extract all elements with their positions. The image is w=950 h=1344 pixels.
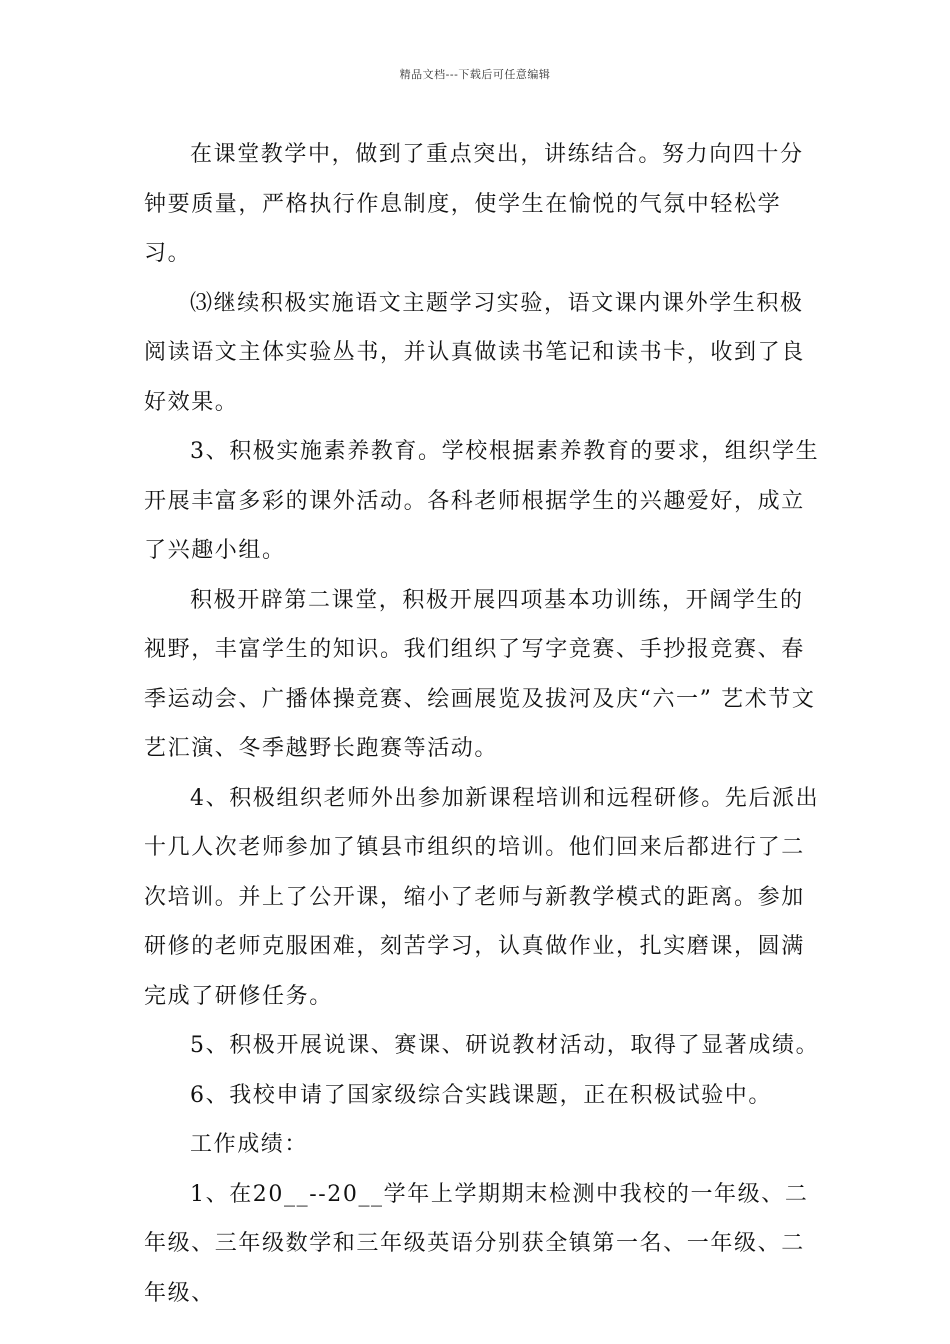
paragraph-research-project: 6、我校申请了国家级综合实践课题，正在积极试验中。	[190, 1082, 772, 1108]
paragraph-second-classroom: 积极开辟第二课堂，积极开展四项基本功训练，开阔学生的视野，丰富学生的知识。我们组织了写字竞赛、手抄报竞赛、春季运动会、广播体操竞赛、绘画展览及拔河及庆“六一” 艺术节文艺汇演、冬季越野长跑赛等活动。	[144, 587, 816, 761]
paragraph-teacher-training: 4、积极组织老师外出参加新课程培训和远程研修。先后派出十几人次老师参加了镇县市组织的培训。他们回来后都进行了二次培训。并上了公开课，缩小了老师与新教学模式的距离。参加研修的老师克服困难，刻苦学习，认真做作业，扎实磨课，圆满完成了研修任务。	[144, 785, 820, 1009]
paragraph-lesson-activities: 5、积极开展说课、赛课、研说教材活动，取得了显著成绩。	[190, 1033, 820, 1058]
paragraph-quality-education: 3、积极实施素养教育。学校根据素养教育的要求，组织学生开展丰富多彩的课外活动。各科老师根据学生的兴趣爱好，成立了兴趣小组。	[144, 439, 820, 563]
paragraph-classroom-teaching: 在课堂教学中，做到了重点突出，讲练结合。努力向四十分钟要质量，严格执行作息制度，使学生在愉悦的气氛中轻松学习。	[144, 142, 804, 266]
paragraph-exam-results: 1、在20__--20__学年上学期期末检测中我校的一年级、二年级、三年级数学和三年级英语分别获全镇第一名、一年级、二年级、	[144, 1181, 809, 1306]
page-header: 精品文档---下载后可任意编辑	[399, 68, 551, 81]
paragraph-reading-experiment: ⑶继续积极实施语文主题学习实验，语文课内课外学生积极阅读语文主体实验丛书，并认真做读书笔记和读书卡，收到了良好效果。	[144, 290, 805, 415]
document-body	[144, 130, 827, 1318]
paragraph-results-heading: 工作成绩：	[190, 1132, 309, 1157]
